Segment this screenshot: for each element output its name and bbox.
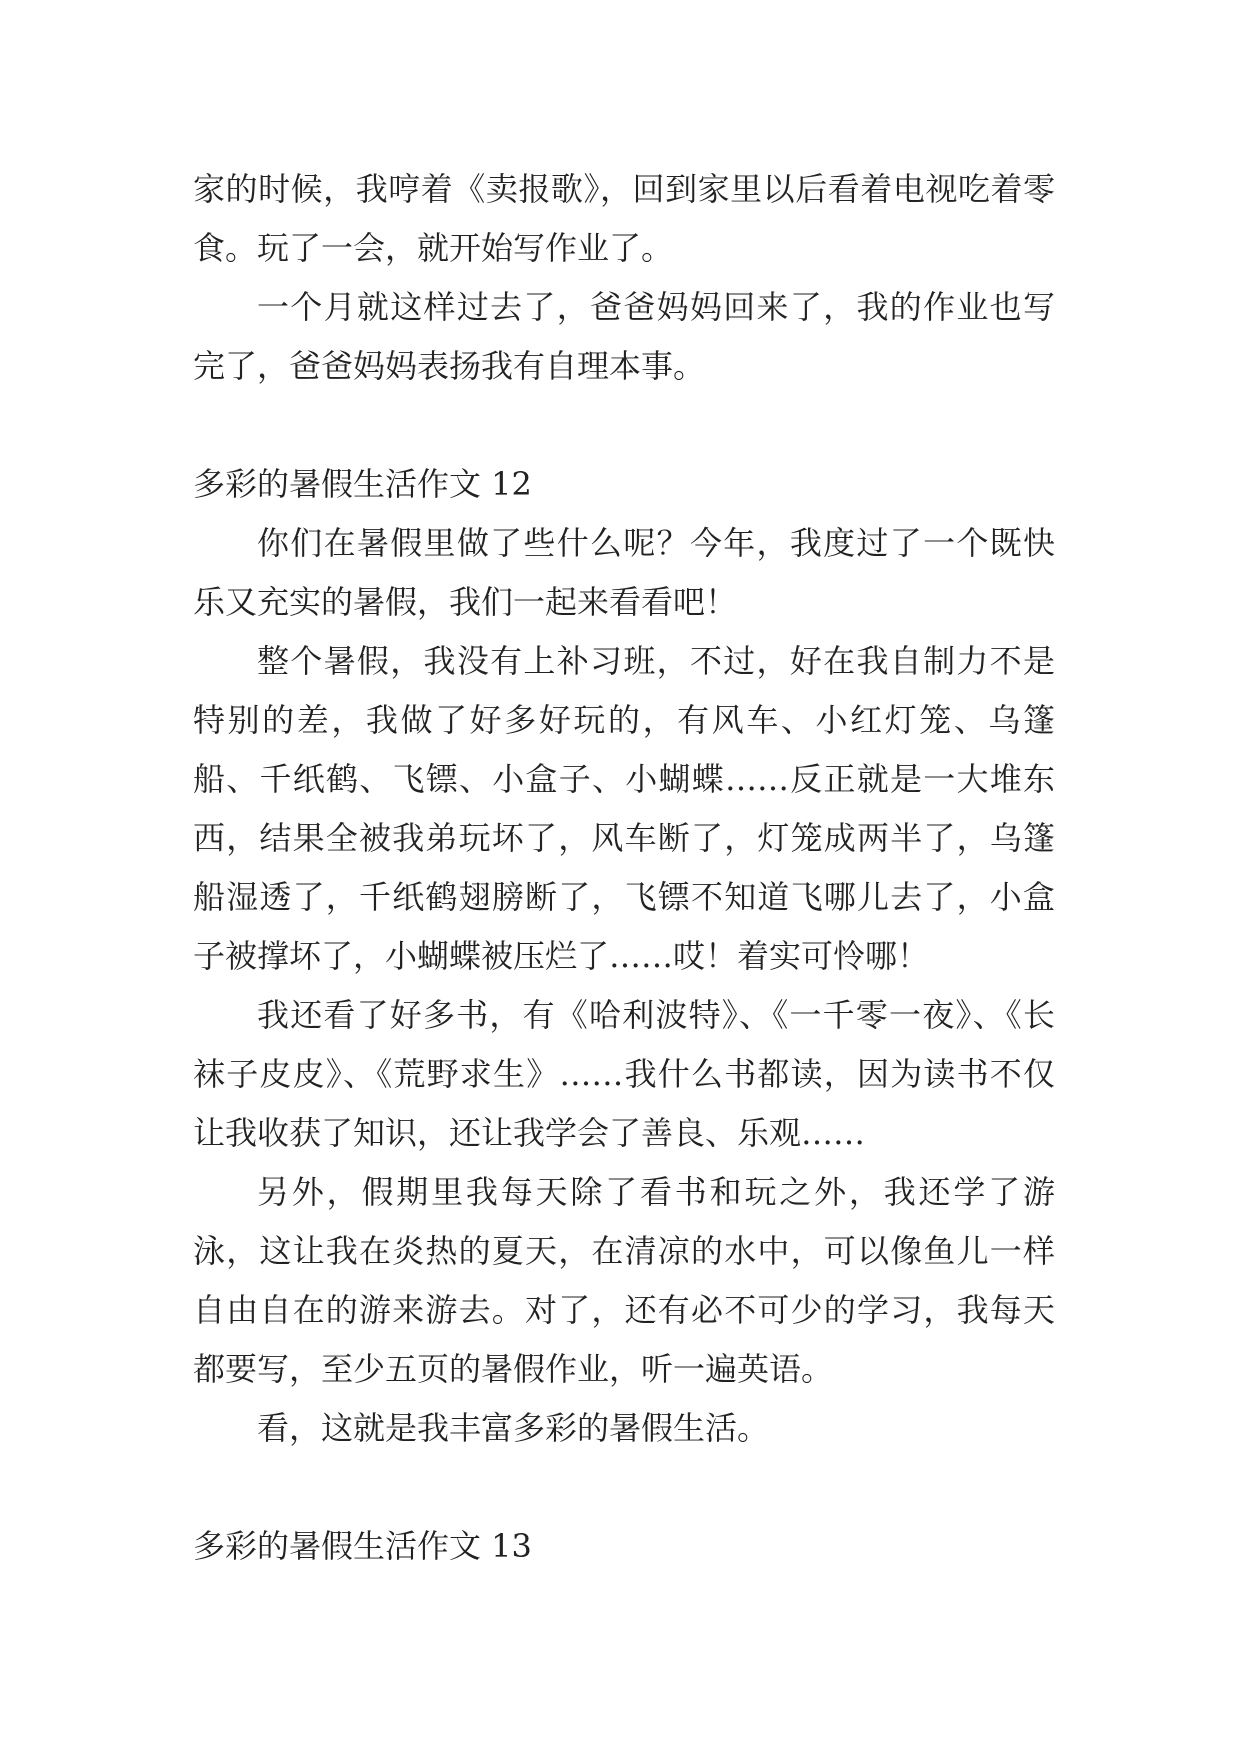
section-gap [193,1458,1055,1517]
section-gap [193,396,1055,455]
paragraph-continued-2: 一个月就这样过去了，爸爸妈妈回来了，我的作业也写完了，爸爸妈妈表扬我有自理本事。 [193,288,1055,385]
essay-12-paragraph-2: 整个暑假，我没有上补习班，不过，好在我自制力不是特别的差，我做了好多好玩的，有风车、小红灯笼、乌篷船、千纸鹤、飞镖、小盒子、小蝴蝶……反正就是一大堆东西，结果全被我弟玩坏了，风车断了，灯笼成两半了，乌篷船湿透了，千纸鹤翅膀断了，飞镖不知道飞哪儿去了，小盒子被撑坏了，小蝴蝶被压烂了……哎！着实可怜哪！ [193,642,1055,975]
essay-12-paragraph-1: 你们在暑假里做了些什么呢？今年，我度过了一个既快乐又充实的暑假，我们一起来看看吧！ [193,524,1055,621]
paragraph-continued: 家的时候，我哼着《卖报歌》，回到家里以后看着电视吃着零食。玩了一会，就开始写作业了。 [193,170,1055,267]
document-body [193,160,1055,1576]
essay-12-title: 多彩的暑假生活作文 12 [193,465,532,503]
essay-13-title: 多彩的暑假生活作文 13 [193,1527,532,1565]
essay-12-paragraph-4: 另外，假期里我每天除了看书和玩之外，我还学了游泳，这让我在炎热的夏天，在清凉的水中，可以像鱼儿一样自由自在的游来游去。对了，还有必不可少的学习，我每天都要写，至少五页的暑假作业，听一遍英语。 [193,1173,1055,1388]
essay-12-paragraph-3: 我还看了好多书，有《哈利波特》、《一千零一夜》、《长袜子皮皮》、《荒野求生》……我什么书都读，因为读书不仅让我收获了知识，还让我学会了善良、乐观…… [193,996,1055,1152]
essay-12-paragraph-5: 看，这就是我丰富多彩的暑假生活。 [257,1409,770,1447]
